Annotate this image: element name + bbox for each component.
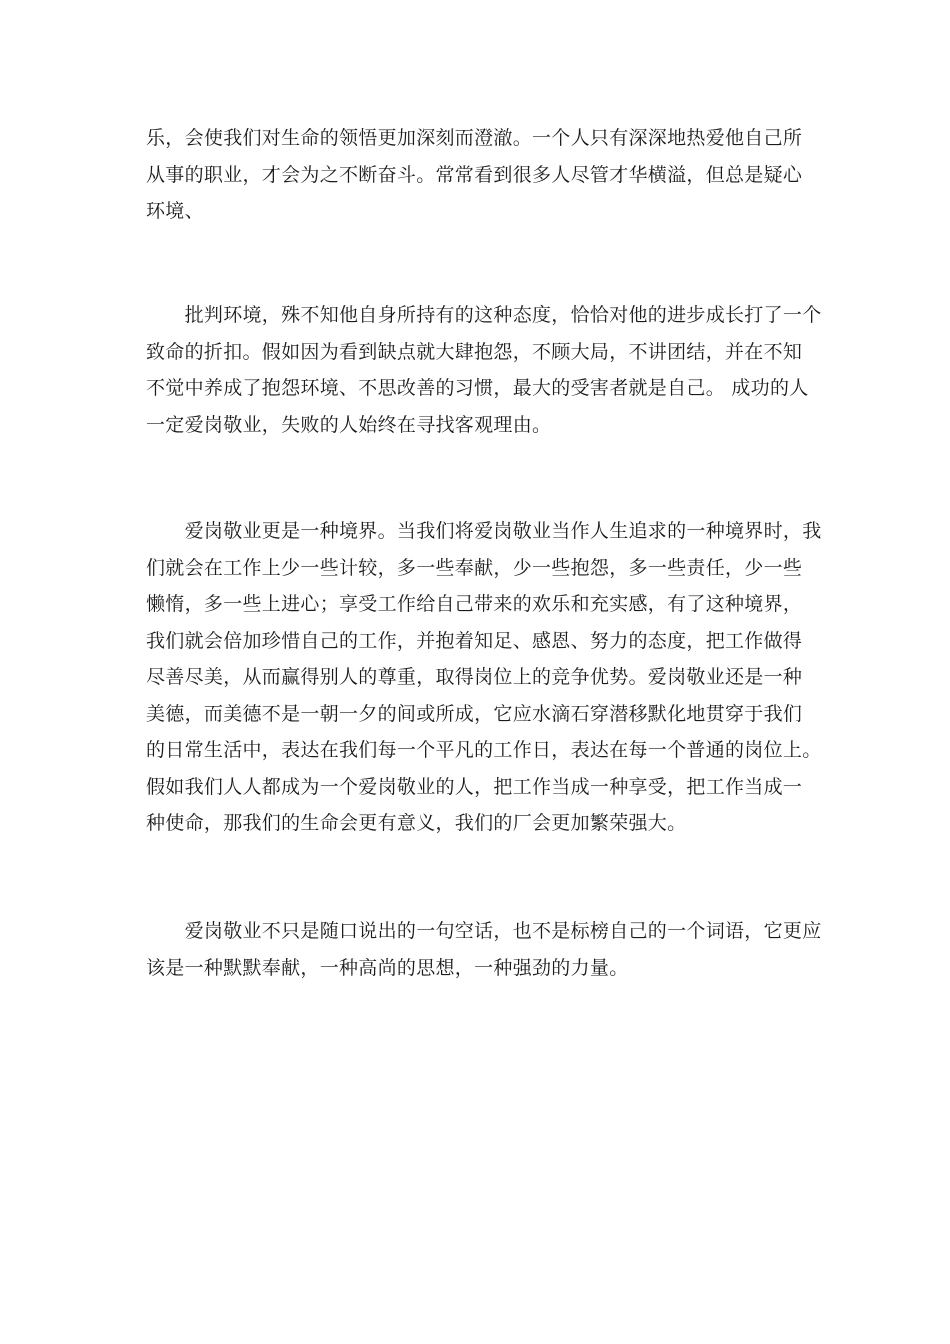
paragraph-line: 们就会在工作上少一些计较，多一些奉献，少一些抱怨，多一些责任，少一些: [146, 556, 803, 579]
paragraph-line: 种使命，那我们的生命会更有意义，我们的厂会更加繁荣强大。: [146, 812, 687, 834]
paragraph-line: 爱岗敬业更是一种境界。当我们将爱岗敬业当作人生追求的一种境界时，我: [146, 520, 822, 542]
paragraph-line: 我们就会倍加珍惜自己的工作，并抱着知足、感恩、努力的态度，把工作做得: [146, 629, 803, 652]
paragraph-3: [146, 513, 822, 842]
paragraph-line: 乐，会使我们对生命的领悟更加深刻而澄澈。一个人只有深深地热爱他自己所: [146, 127, 803, 149]
paragraph-line: 假如我们人人都成为一个爱岗敬业的人，把工作当成一种享受，把工作当成一: [146, 775, 803, 798]
paragraph-line: 环境、: [146, 200, 204, 222]
paragraph-line: 美德，而美德不是一朝一夕的间或所成，它应水滴石穿潜移默化地贯穿于我们: [146, 702, 803, 725]
paragraph-line: 致命的折扣。假如因为看到缺点就大肆抱怨，不顾大局，不讲团结，并在不知: [146, 340, 803, 363]
paragraph-2: [146, 297, 822, 443]
paragraph-line: 从事的职业，才会为之不断奋斗。常常看到很多人尽管才华横溢，但总是疑心: [146, 163, 803, 186]
paragraph-line: 批判环境，殊不知他自身所持有的这种态度，恰恰对他的进步成长打了一个: [146, 304, 822, 326]
paragraph-line: 尽善尽美，从而赢得别人的尊重，取得岗位上的竞争优势。爱岗敬业还是一种: [146, 666, 803, 688]
paragraph-4: [146, 913, 822, 986]
paragraph-line: 一定爱岗敬业，失败的人始终在寻找客观理由。: [146, 413, 552, 436]
paragraph-line: 懒惰，多一些上进心；享受工作给自己带来的欢乐和充实感，有了这种境界，: [146, 593, 803, 615]
paragraph-line: 该是一种默默奉献，一种高尚的思想，一种强劲的力量。: [146, 956, 629, 979]
paragraph-line: 的日常生活中，表达在我们每一个平凡的工作日，表达在每一个普通的岗位上。: [146, 739, 822, 761]
paragraph-1: [146, 120, 806, 230]
paragraph-line: 爱岗敬业不只是随口说出的一句空话，也不是标榜自己的一个词语，它更应: [146, 920, 822, 942]
paragraph-line: 不觉中养成了抱怨环境、不思改善的习惯，最大的受害者就是自己。 成功的人: [146, 377, 809, 399]
